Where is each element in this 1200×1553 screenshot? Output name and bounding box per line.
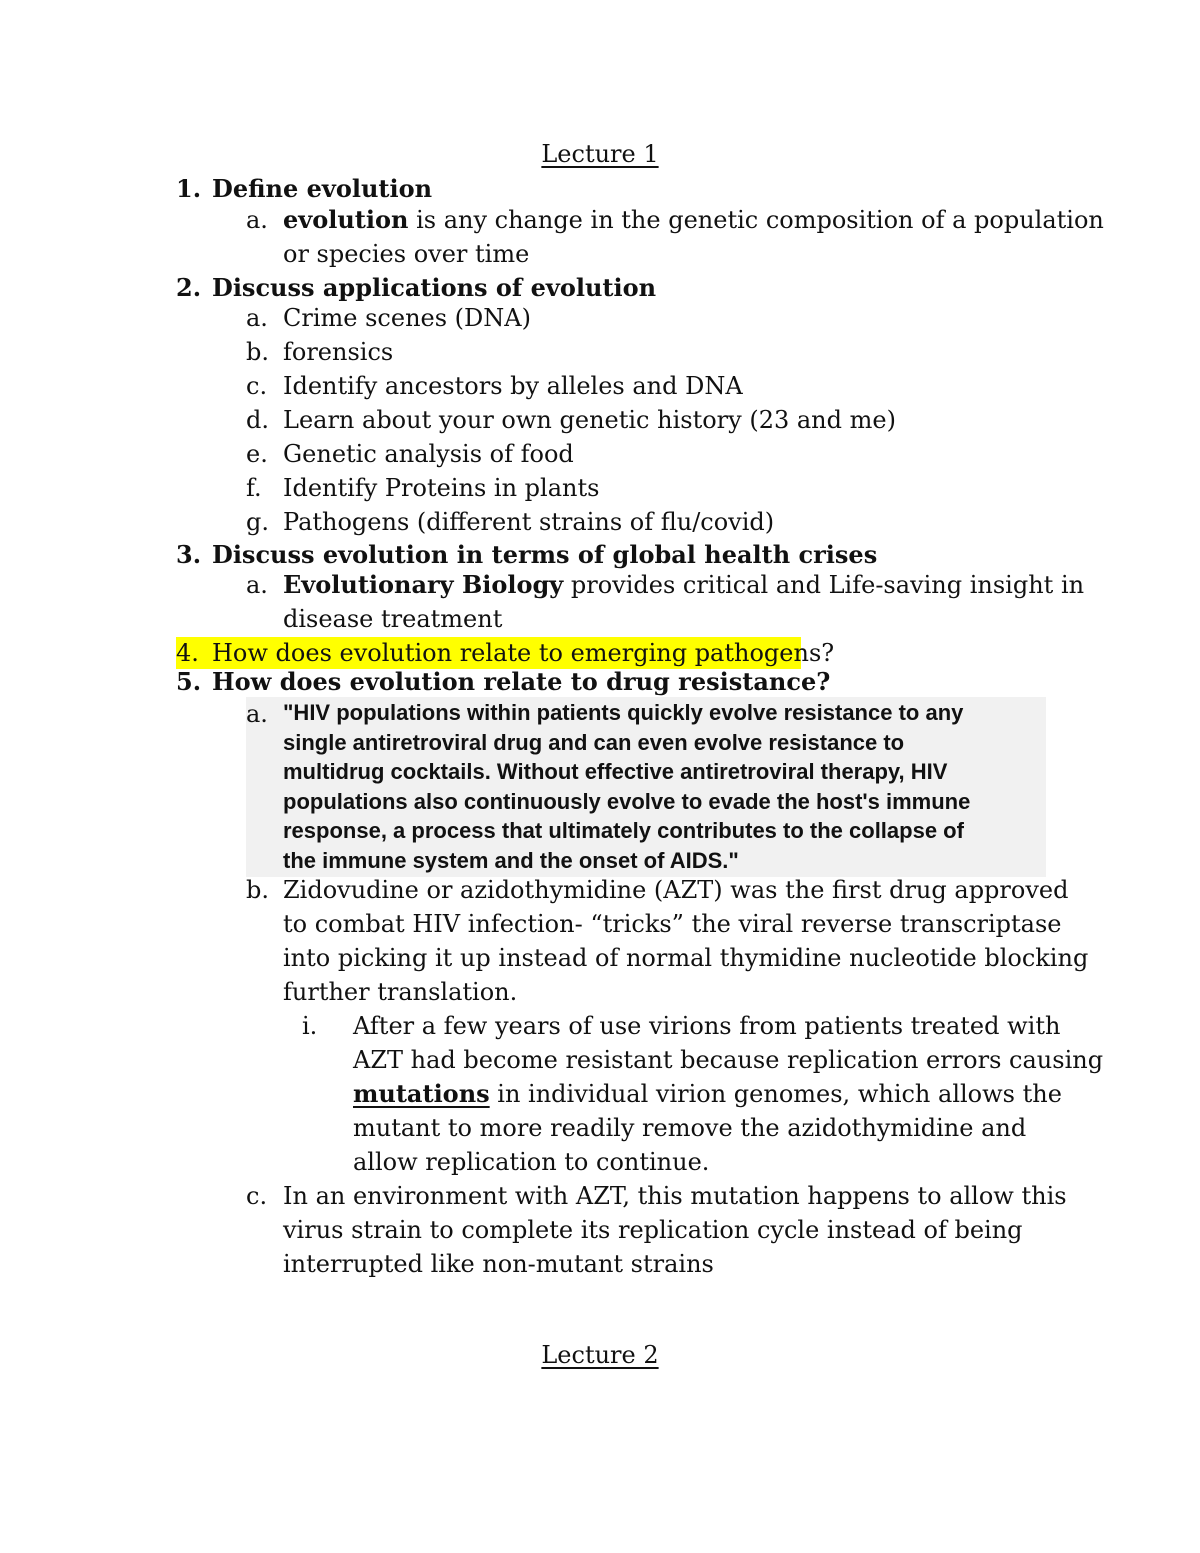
q5-c-line: In an environment with AZT, this mutation happens to allow this xyxy=(283,1182,1067,1210)
q4-text: How does evolution relate to emerging pathogens? xyxy=(212,639,835,667)
q3-text: Discuss evolution in terms of global health crises xyxy=(212,540,878,569)
q3-a-term: Evolutionary Biology xyxy=(283,570,564,599)
q5-b-i-marker: i. xyxy=(302,1012,318,1040)
q4-number: 4. xyxy=(176,639,199,667)
q5-text: How does evolution relate to drug resistance? xyxy=(212,667,831,696)
q1-text: Define evolution xyxy=(212,174,433,203)
q5-a-quote-line: populations also continuously evolve to evade the host's immune xyxy=(283,789,971,814)
q5-b-line: Zidovudine or azidothymidine (AZT) was the first drug approved xyxy=(283,876,1069,904)
q2-number: 2. xyxy=(176,273,202,302)
q5-b-line: to combat HIV infection- “tricks” the viral reverse transcriptase xyxy=(283,910,1062,938)
q1-a-line2: or species over time xyxy=(283,240,530,268)
q1-number: 1. xyxy=(176,174,202,203)
q5-a-quote-line: single antiretroviral drug and can even evolve resistance to xyxy=(283,730,905,755)
q2-item-text: Pathogens (different strains of flu/covid) xyxy=(283,508,775,536)
q5-c-marker: c. xyxy=(246,1182,268,1210)
q5-b-i-line: mutant to more readily remove the azidothymidine and xyxy=(353,1114,1027,1142)
q2-text: Discuss applications of evolution xyxy=(212,273,657,302)
q5-a-quote-line: multidrug cocktails. Without effective antiretroviral therapy, HIV xyxy=(283,759,948,784)
q3-a-rest: provides critical and Life-saving insight in xyxy=(563,571,1085,599)
q5-a-quote-line: response, a process that ultimately contributes to the collapse of xyxy=(283,818,964,843)
q2-item-text: Identify ancestors by alleles and DNA xyxy=(283,372,743,400)
q2-item-marker: f. xyxy=(246,474,262,502)
q3-number: 3. xyxy=(176,540,202,569)
q2-item-marker: d. xyxy=(246,406,269,434)
q1-a-rest: is any change in the genetic composition of a population xyxy=(408,206,1104,234)
q2-item-text: Crime scenes (DNA) xyxy=(283,304,531,332)
q3-a-line1 xyxy=(283,568,1084,602)
q2-item-text: Genetic analysis of food xyxy=(283,440,574,468)
q5-b-i-line: AZT had become resistant because replication errors causing xyxy=(353,1046,1104,1074)
q5-c-line: virus strain to complete its replication cycle instead of being xyxy=(283,1216,1023,1244)
q5-b-i-line3 xyxy=(353,1077,1062,1111)
q5-a-quote-line: the immune system and the onset of AIDS." xyxy=(283,848,739,873)
q5-b-line: into picking it up instead of normal thymidine nucleotide blocking xyxy=(283,944,1089,972)
q2-item-marker: e. xyxy=(246,440,268,468)
q3-a-marker: a. xyxy=(246,571,268,599)
mutations-term: mutations xyxy=(353,1079,490,1108)
q5-b-marker: b. xyxy=(246,876,269,904)
q2-item-marker: g. xyxy=(246,508,269,536)
q5-number: 5. xyxy=(176,667,202,696)
q5-b-i-line: allow replication to continue. xyxy=(353,1148,710,1176)
q2-item-marker: c. xyxy=(246,372,268,400)
q2-item-text: Learn about your own genetic history (23 and me) xyxy=(283,406,896,434)
q5-b-i-line3-rest: in individual virion genomes, which allows the xyxy=(489,1080,1062,1108)
q2-item-text: Identify Proteins in plants xyxy=(283,474,600,502)
lecture-2-title: Lecture 2 xyxy=(541,1341,659,1369)
q5-b-line: further translation. xyxy=(283,978,518,1006)
q1-a-marker: a. xyxy=(246,206,268,234)
q1-a-line1 xyxy=(283,203,1104,237)
q2-item-text: forensics xyxy=(283,338,394,366)
q2-item-marker: a. xyxy=(246,304,268,332)
q5-b-i-line: After a few years of use virions from patients treated with xyxy=(353,1012,1061,1040)
q3-a-line2: disease treatment xyxy=(283,605,503,633)
q5-c-line: interrupted like non-mutant strains xyxy=(283,1250,714,1278)
lecture-1-title: Lecture 1 xyxy=(541,140,659,168)
q2-item-marker: b. xyxy=(246,338,269,366)
q5-a-quote-line: "HIV populations within patients quickly evolve resistance to any xyxy=(283,700,964,725)
q1-a-term: evolution xyxy=(283,205,409,234)
q5-a-marker: a. xyxy=(246,700,268,728)
